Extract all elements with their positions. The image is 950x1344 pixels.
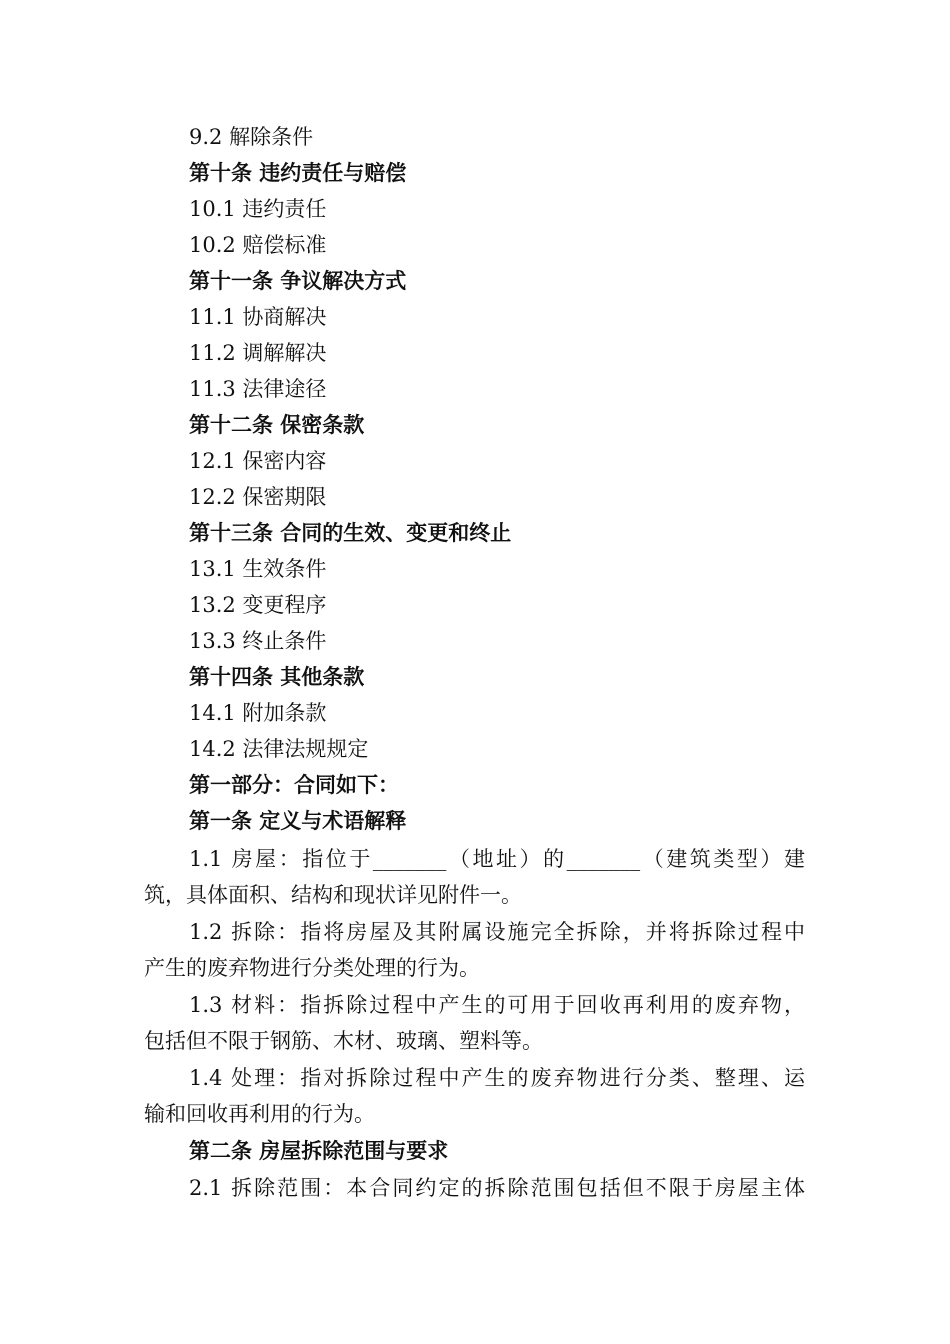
- part-heading: 第一部分：合同如下：: [189, 772, 399, 797]
- toc-line: 14.1 附加条款: [189, 701, 327, 725]
- toc-line: 第十条 违约责任与赔偿: [189, 160, 407, 185]
- toc-line: 11.1 协商解决: [189, 305, 327, 329]
- toc-line: 13.1 生效条件: [189, 557, 327, 581]
- toc-line: 第十四条 其他条款: [189, 664, 365, 689]
- clause-line: 1.3 材料：指拆除过程中产生的可用于回收再利用的废弃物，: [189, 993, 805, 1017]
- toc-line: 10.2 赔偿标准: [189, 233, 327, 257]
- toc-line: 10.1 违约责任: [189, 197, 327, 221]
- clause-line: 筑，具体面积、结构和现状详见附件一。: [144, 883, 522, 907]
- toc-line: 11.3 法律途径: [189, 377, 327, 401]
- article-heading: 第二条 房屋拆除范围与要求: [189, 1138, 449, 1163]
- article-heading: 第一条 定义与术语解释: [189, 808, 407, 833]
- clause-line: 2.1 拆除范围：本合同约定的拆除范围包括但不限于房屋主体: [189, 1176, 805, 1200]
- toc-line: 14.2 法律法规规定: [189, 737, 369, 761]
- toc-line: 第十三条 合同的生效、变更和终止: [189, 520, 512, 545]
- clause-line: 1.1 房屋：指位于_______（地址）的_______（建筑类型）建: [189, 847, 805, 871]
- clause-line: 输和回收再利用的行为。: [144, 1102, 375, 1126]
- clause-line: 1.4 处理：指对拆除过程中产生的废弃物进行分类、整理、运: [189, 1066, 805, 1090]
- toc-line: 第十二条 保密条款: [189, 412, 365, 437]
- toc-line: 13.3 终止条件: [189, 629, 327, 653]
- toc-line: 12.1 保密内容: [189, 449, 327, 473]
- toc-line: 13.2 变更程序: [189, 593, 327, 617]
- toc-line: 9.2 解除条件: [189, 125, 314, 149]
- clause-line: 包括但不限于钢筋、木材、玻璃、塑料等。: [144, 1029, 543, 1053]
- clause-line: 1.2 拆除：指将房屋及其附属设施完全拆除，并将拆除过程中: [189, 920, 805, 944]
- toc-line: 12.2 保密期限: [189, 485, 327, 509]
- toc-line: 第十一条 争议解决方式: [189, 268, 407, 293]
- toc-line: 11.2 调解解决: [189, 341, 327, 365]
- clause-line: 产生的废弃物进行分类处理的行为。: [144, 956, 480, 980]
